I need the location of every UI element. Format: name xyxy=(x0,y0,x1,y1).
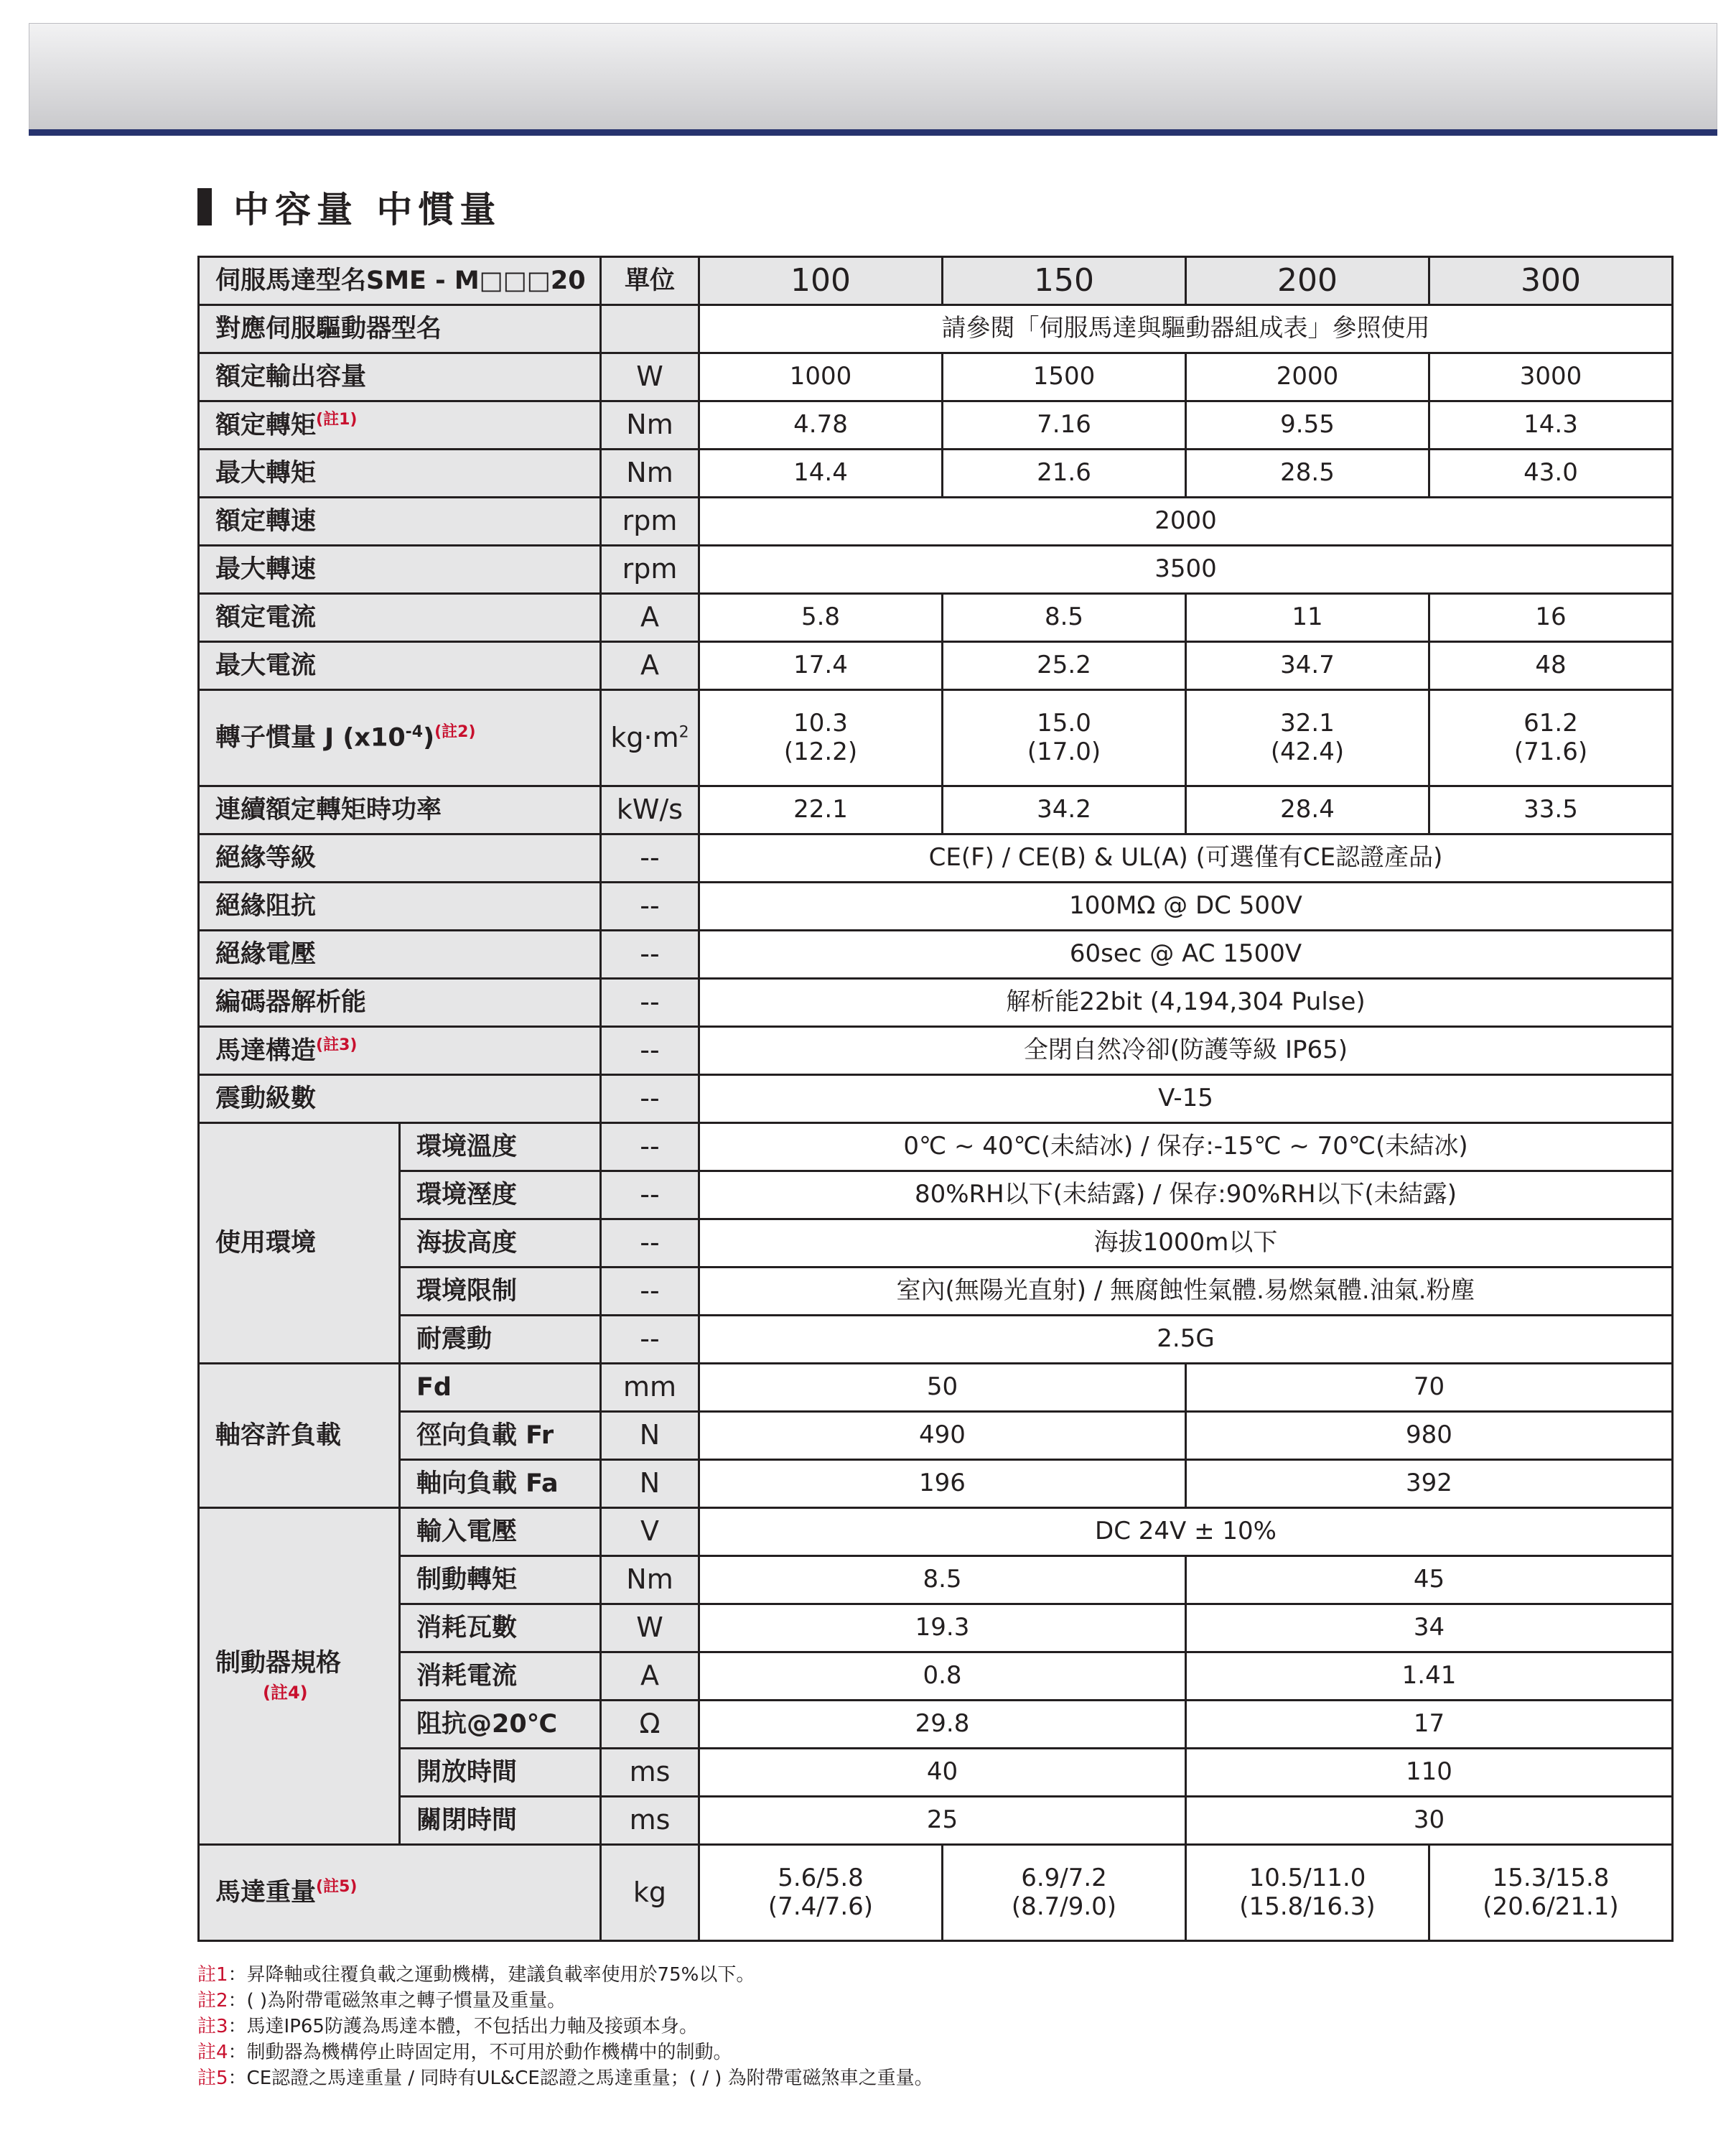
value-cell: 室內(無陽光直射) / 無腐蝕性氣體.易燃氣體.油氣.粉塵 xyxy=(699,1268,1673,1316)
table-row xyxy=(199,834,1673,883)
value-cell: 196 xyxy=(699,1460,1186,1508)
unit-cell: W xyxy=(601,1604,699,1652)
unit-cell: -- xyxy=(601,1075,699,1123)
unit-cell: kW/s xyxy=(601,786,699,834)
model-col-300: 300 xyxy=(1429,257,1673,305)
unit-cell: N xyxy=(601,1460,699,1508)
table-row xyxy=(199,450,1673,498)
footnote xyxy=(197,1988,933,2014)
table-row xyxy=(199,1556,1673,1604)
unit-exponent: 2 xyxy=(678,723,689,741)
footnote-tag: 註3 xyxy=(197,2016,228,2037)
table-row xyxy=(199,1027,1673,1075)
row-label: 徑向負載 Fr xyxy=(400,1412,601,1460)
group-label-text: 制動器規格 xyxy=(215,1649,342,1678)
row-label: 絕緣阻抗 xyxy=(199,883,601,931)
value-cell: 全閉自然冷卻(防護等級 IP65) xyxy=(699,1027,1673,1075)
footnote xyxy=(197,1962,933,1988)
row-label: 環境限制 xyxy=(400,1268,601,1316)
unit-cell: A xyxy=(601,642,699,690)
value-cell: 70 xyxy=(1186,1364,1673,1412)
row-label: 對應伺服驅動器型名 xyxy=(199,305,601,353)
value-cell: 34.7 xyxy=(1186,642,1429,690)
value-cell: 40 xyxy=(699,1749,1186,1797)
row-label: 編碼器解析能 xyxy=(199,979,601,1027)
value-main: 15.0 xyxy=(1037,709,1091,738)
note-ref: (註4) xyxy=(263,1683,308,1703)
value-cell: 1.41 xyxy=(1186,1652,1673,1701)
value-cell xyxy=(699,690,943,786)
row-label xyxy=(199,401,601,450)
table-row xyxy=(199,1797,1673,1845)
value-cell: 2000 xyxy=(699,498,1673,546)
row-label: 軸向負載 Fa xyxy=(400,1460,601,1508)
unit-cell: Nm xyxy=(601,450,699,498)
value-cell: 0.8 xyxy=(699,1652,1186,1701)
value-cell: 50 xyxy=(699,1364,1186,1412)
table-row xyxy=(199,1460,1673,1508)
value-main: 10.5/11.0 xyxy=(1249,1864,1366,1893)
footnote-text: ：昇降軸或往覆負載之運動機構，建議負載率使用於75%以下。 xyxy=(228,1964,755,1986)
value-cell: 2.5G xyxy=(699,1316,1673,1364)
value-cell: 9.55 xyxy=(1186,401,1429,450)
value-cell: 1500 xyxy=(943,353,1186,401)
row-label: 最大轉矩 xyxy=(199,450,601,498)
value-cell: 43.0 xyxy=(1429,450,1673,498)
top-divider-line xyxy=(29,129,1717,136)
value-cell: 33.5 xyxy=(1429,786,1673,834)
section-title: 中容量 中慣量 xyxy=(233,189,502,231)
model-label: 伺服馬達型名SME - M□□□20 xyxy=(199,257,601,305)
row-label: 開放時間 xyxy=(400,1749,601,1797)
unit-cell: -- xyxy=(601,1123,699,1171)
unit-cell xyxy=(601,690,699,786)
footnote-text: ：制動器為機構停止時固定用，不可用於動作機構中的制動。 xyxy=(228,2042,732,2063)
unit-cell: Nm xyxy=(601,401,699,450)
unit-cell: kg xyxy=(601,1845,699,1941)
row-label-text: 轉子慣量 J (x10 xyxy=(215,723,406,753)
value-cell: 3000 xyxy=(1429,353,1673,401)
value-brake: (8.7/9.0) xyxy=(1011,1892,1117,1921)
value-cell: 17 xyxy=(1186,1701,1673,1749)
unit-cell: -- xyxy=(601,931,699,979)
value-brake: (20.6/21.1) xyxy=(1483,1892,1619,1921)
table-row xyxy=(199,1508,1673,1556)
exponent: -4 xyxy=(405,723,424,742)
row-label: 環境溼度 xyxy=(400,1171,601,1219)
value-cell: DC 24V ± 10% xyxy=(699,1508,1673,1556)
row-label: 連續額定轉矩時功率 xyxy=(199,786,601,834)
unit-cell: -- xyxy=(601,1027,699,1075)
table-row xyxy=(199,1749,1673,1797)
value-cell: 28.4 xyxy=(1186,786,1429,834)
top-banner xyxy=(29,23,1717,132)
table-row xyxy=(199,594,1673,642)
value-cell: CE(F) / CE(B) & UL(A) (可選僅有CE認證產品) xyxy=(699,834,1673,883)
value-cell xyxy=(1186,690,1429,786)
table-row xyxy=(199,1316,1673,1364)
table-row xyxy=(199,1268,1673,1316)
unit-cell: -- xyxy=(601,1171,699,1219)
footnote xyxy=(197,2040,933,2065)
value-cell xyxy=(943,690,1186,786)
unit-cell: -- xyxy=(601,979,699,1027)
table-row xyxy=(199,498,1673,546)
table-row xyxy=(199,642,1673,690)
header-row xyxy=(199,257,1673,305)
value-brake: (15.8/16.3) xyxy=(1239,1892,1376,1921)
value-cell xyxy=(1186,1845,1429,1941)
footnote xyxy=(197,2065,933,2091)
unit-cell: rpm xyxy=(601,498,699,546)
row-label: 輸入電壓 xyxy=(400,1508,601,1556)
value-cell: 8.5 xyxy=(943,594,1186,642)
value-cell: 7.16 xyxy=(943,401,1186,450)
footnote-text: ：( )為附帶電磁煞車之轉子慣量及重量。 xyxy=(228,1990,566,2012)
value-cell: 392 xyxy=(1186,1460,1673,1508)
footnote-tag: 註2 xyxy=(197,1990,228,2012)
value-cell: 34.2 xyxy=(943,786,1186,834)
value-cell: 100MΩ @ DC 500V xyxy=(699,883,1673,931)
row-label: 消耗電流 xyxy=(400,1652,601,1701)
value-cell: 45 xyxy=(1186,1556,1673,1604)
value-cell: 0℃ ~ 40℃(未結冰) / 保存:-15℃ ~ 70℃(未結冰) xyxy=(699,1123,1673,1171)
unit-cell: N xyxy=(601,1412,699,1460)
row-label: 絕緣電壓 xyxy=(199,931,601,979)
value-main: 61.2 xyxy=(1523,709,1578,738)
value-brake: (42.4) xyxy=(1270,737,1345,766)
unit-cell: -- xyxy=(601,1268,699,1316)
row-label-text: 額定轉矩 xyxy=(215,411,317,440)
group-label-shaft-load: 軸容許負載 xyxy=(199,1364,400,1508)
unit-cell: A xyxy=(601,1652,699,1701)
model-col-100: 100 xyxy=(699,257,943,305)
value-cell: 19.3 xyxy=(699,1604,1186,1652)
table-row xyxy=(199,1364,1673,1412)
row-label: 制動轉矩 xyxy=(400,1556,601,1604)
value-cell: 海拔1000m以下 xyxy=(699,1219,1673,1268)
value-cell: 29.8 xyxy=(699,1701,1186,1749)
value-cell: 3500 xyxy=(699,546,1673,594)
footnote-tag: 註4 xyxy=(197,2042,228,2063)
footnote-tag: 註5 xyxy=(197,2068,228,2089)
value-cell: 28.5 xyxy=(1186,450,1429,498)
table-row xyxy=(199,1845,1673,1941)
row-label: 震動級數 xyxy=(199,1075,601,1123)
value-cell xyxy=(1429,690,1673,786)
value-brake: (12.2) xyxy=(783,737,858,766)
row-label: 阻抗@20℃ xyxy=(400,1701,601,1749)
section-heading xyxy=(197,183,501,231)
value-cell: 22.1 xyxy=(699,786,943,834)
table-row xyxy=(199,786,1673,834)
table-row xyxy=(199,931,1673,979)
unit-cell: mm xyxy=(601,1364,699,1412)
note-ref: (註3) xyxy=(316,1036,358,1054)
unit-cell xyxy=(601,305,699,353)
value-cell: 980 xyxy=(1186,1412,1673,1460)
value-cell: 8.5 xyxy=(699,1556,1186,1604)
model-col-150: 150 xyxy=(943,257,1186,305)
model-col-200: 200 xyxy=(1186,257,1429,305)
row-label: 絕緣等級 xyxy=(199,834,601,883)
footnote-text: ：CE認證之馬達重量 / 同時有UL&CE認證之馬達重量；( / ) 為附帶電磁煞車之重量。 xyxy=(228,2068,933,2089)
value-cell: 25.2 xyxy=(943,642,1186,690)
table-row xyxy=(199,1123,1673,1171)
unit-cell: -- xyxy=(601,1219,699,1268)
unit-cell: V xyxy=(601,1508,699,1556)
value-cell: 16 xyxy=(1429,594,1673,642)
unit-header: 單位 xyxy=(601,257,699,305)
row-label xyxy=(199,1027,601,1075)
table-row xyxy=(199,546,1673,594)
table-row xyxy=(199,1075,1673,1123)
table-row xyxy=(199,979,1673,1027)
value-brake: (71.6) xyxy=(1513,737,1588,766)
table-row xyxy=(199,1171,1673,1219)
unit-cell: A xyxy=(601,594,699,642)
table-row xyxy=(199,1652,1673,1701)
spec-table xyxy=(197,256,1674,1942)
table-row xyxy=(199,305,1673,353)
row-label: 耐震動 xyxy=(400,1316,601,1364)
value-brake: (7.4/7.6) xyxy=(767,1892,874,1921)
value-cell xyxy=(943,1845,1186,1941)
value-cell: 110 xyxy=(1186,1749,1673,1797)
value-cell: 1000 xyxy=(699,353,943,401)
value-main: 15.3/15.8 xyxy=(1492,1864,1610,1893)
table-row xyxy=(199,883,1673,931)
row-label-text: 馬達構造 xyxy=(215,1036,317,1066)
footnote-tag: 註1 xyxy=(197,1964,228,1986)
group-label-environment: 使用環境 xyxy=(199,1123,400,1364)
row-label: 最大轉速 xyxy=(199,546,601,594)
footnote-text: ：馬達IP65防護為馬達本體，不包括出力軸及接頭本身。 xyxy=(228,2016,698,2037)
value-cell: 17.4 xyxy=(699,642,943,690)
value-main: 10.3 xyxy=(793,709,848,738)
unit-cell: Ω xyxy=(601,1701,699,1749)
value-main: 6.9/7.2 xyxy=(1021,1864,1107,1893)
row-label xyxy=(199,690,601,786)
table-row xyxy=(199,1604,1673,1652)
value-cell: 30 xyxy=(1186,1797,1673,1845)
note-ref: (註5) xyxy=(316,1878,358,1897)
value-brake: (17.0) xyxy=(1027,737,1101,766)
row-label: 額定電流 xyxy=(199,594,601,642)
unit-text: kg·m xyxy=(610,721,679,753)
unit-cell: ms xyxy=(601,1797,699,1845)
value-cell xyxy=(1429,1845,1673,1941)
value-cell: 490 xyxy=(699,1412,1186,1460)
value-main: 5.6/5.8 xyxy=(778,1864,864,1893)
unit-cell: -- xyxy=(601,1316,699,1364)
value-cell: 48 xyxy=(1429,642,1673,690)
group-label-brake xyxy=(199,1508,400,1845)
value-cell: 34 xyxy=(1186,1604,1673,1652)
row-label-end: ) xyxy=(423,723,435,753)
note-ref: (註1) xyxy=(316,410,358,429)
table-row xyxy=(199,401,1673,450)
footnotes xyxy=(197,1962,933,2091)
value-cell: 60sec @ AC 1500V xyxy=(699,931,1673,979)
value-main: 32.1 xyxy=(1280,709,1335,738)
row-label: 環境溫度 xyxy=(400,1123,601,1171)
table-row xyxy=(199,353,1673,401)
heading-marker xyxy=(197,188,212,225)
value-cell: V-15 xyxy=(699,1075,1673,1123)
row-label: 額定輸出容量 xyxy=(199,353,601,401)
value-cell: 80%RH以下(未結露) / 保存:90%RH以下(未結露) xyxy=(699,1171,1673,1219)
row-label: 額定轉速 xyxy=(199,498,601,546)
value-cell: 4.78 xyxy=(699,401,943,450)
unit-cell: Nm xyxy=(601,1556,699,1604)
value-cell: 2000 xyxy=(1186,353,1429,401)
value-cell: 5.8 xyxy=(699,594,943,642)
row-label: 最大電流 xyxy=(199,642,601,690)
footnote xyxy=(197,2014,933,2040)
table-row xyxy=(199,1219,1673,1268)
row-label xyxy=(199,1845,601,1941)
value-cell: 21.6 xyxy=(943,450,1186,498)
row-label: 消耗瓦數 xyxy=(400,1604,601,1652)
note-ref: (註2) xyxy=(434,723,476,742)
value-cell: 14.3 xyxy=(1429,401,1673,450)
table-row xyxy=(199,1701,1673,1749)
unit-cell: ms xyxy=(601,1749,699,1797)
table-row xyxy=(199,690,1673,786)
value-cell: 25 xyxy=(699,1797,1186,1845)
row-label: Fd xyxy=(400,1364,601,1412)
value-cell: 請參閱「伺服馬達與驅動器組成表」參照使用 xyxy=(699,305,1673,353)
row-label-text: 馬達重量 xyxy=(215,1878,317,1907)
table-row xyxy=(199,1412,1673,1460)
unit-cell: -- xyxy=(601,834,699,883)
row-label: 關閉時間 xyxy=(400,1797,601,1845)
unit-cell: -- xyxy=(601,883,699,931)
value-cell: 14.4 xyxy=(699,450,943,498)
unit-cell: rpm xyxy=(601,546,699,594)
value-cell: 解析能22bit (4,194,304 Pulse) xyxy=(699,979,1673,1027)
unit-cell: W xyxy=(601,353,699,401)
row-label: 海拔高度 xyxy=(400,1219,601,1268)
value-cell: 11 xyxy=(1186,594,1429,642)
value-cell xyxy=(699,1845,943,1941)
